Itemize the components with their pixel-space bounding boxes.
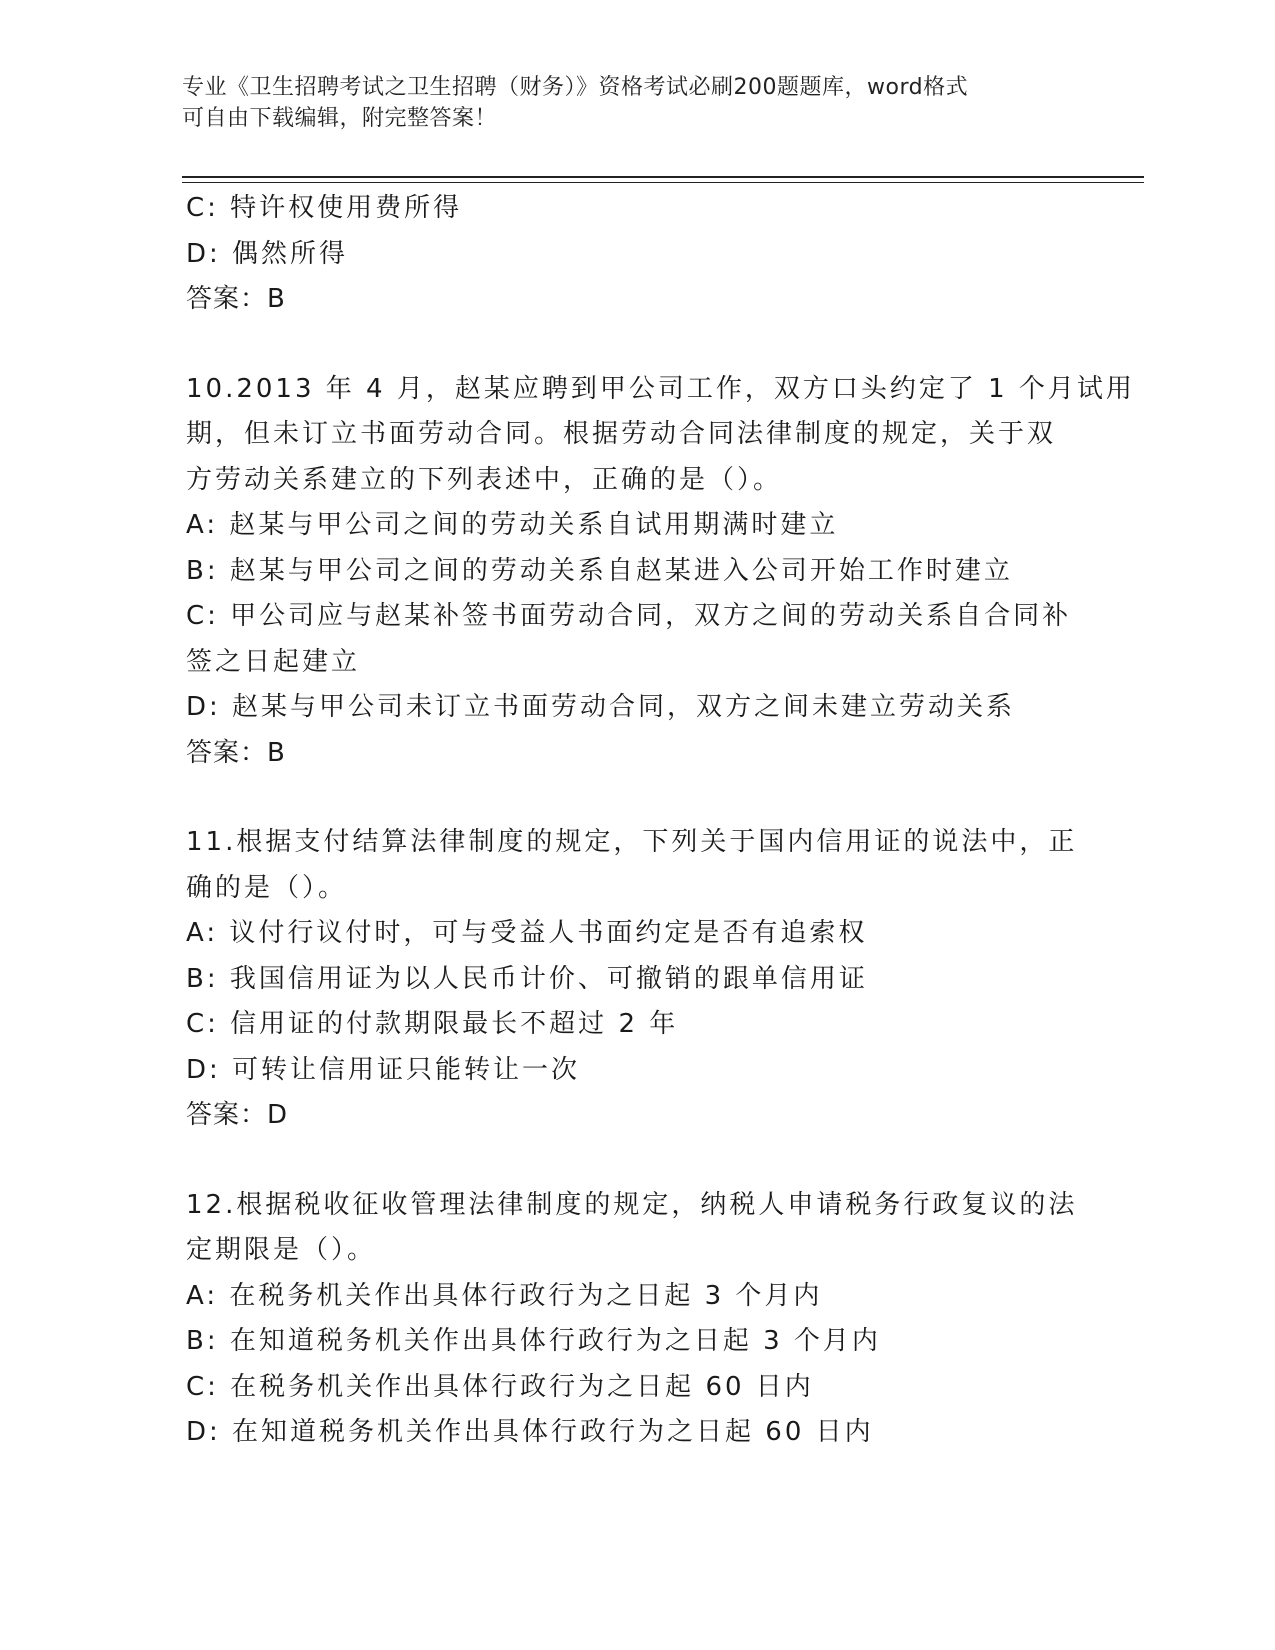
option-line: D: 偶然所得 [186, 238, 349, 269]
question-stem-line: 方劳动关系建立的下列表述中，正确的是（）。 [186, 464, 783, 495]
question-stem-line: 确的是（）。 [186, 872, 348, 903]
header-divider-thick [182, 176, 1144, 178]
option-line: D: 在知道税务机关作出具体行政行为之日起 60 日内 [186, 1417, 874, 1447]
spacer [186, 1139, 1086, 1183]
option-line: C: 甲公司应与赵某补签书面劳动合同，双方之间的劳动关系自合同补 [186, 601, 1072, 631]
answer-line: 答案：B [186, 284, 286, 314]
previous-question-tail [186, 186, 1086, 323]
question-stem-line: 11.根据支付结算法律制度的规定，下列关于国内信用证的说法中，正 [186, 827, 1078, 857]
question-stem-line: 期，但未订立书面劳动合同。根据劳动合同法律制度的规定，关于双 [186, 419, 1057, 449]
option-line: C: 信用证的付款期限最长不超过 2 年 [186, 1009, 679, 1039]
question-stem-line: 12.根据税收征收管理法律制度的规定，纳税人申请税务行政复议的法 [186, 1189, 1078, 1220]
option-line: C: 特许权使用费所得 [186, 193, 463, 223]
header-line-2: 可自由下载编辑，附完整答案！ [182, 106, 498, 131]
spacer [186, 776, 1086, 820]
option-line: B: 赵某与甲公司之间的劳动关系自赵某进入公司开始工作时建立 [186, 555, 1013, 586]
question-stem-line: 定期限是（）。 [186, 1235, 377, 1265]
option-line: C: 在税务机关作出具体行政行为之日起 60 日内 [186, 1371, 814, 1402]
header-divider-thin [182, 182, 1144, 183]
option-line: B: 我国信用证为以人民币计价、可撤销的跟单信用证 [186, 963, 868, 994]
answer-line: 答案：B [186, 737, 286, 768]
option-line: A: 议付行议付时，可与受益人书面约定是否有追索权 [186, 918, 868, 948]
spacer [186, 323, 1086, 367]
option-line: D: 可转让信用证只能转让一次 [186, 1054, 581, 1085]
question-12 [186, 1183, 1086, 1456]
option-line: A: 赵某与甲公司之间的劳动关系自试用期满时建立 [186, 510, 839, 540]
option-line: B: 在知道税务机关作出具体行政行为之日起 3 个月内 [186, 1326, 881, 1356]
header-line-1: 专业《卫生招聘考试之卫生招聘（财务）》资格考试必刷200题题库，word格式 [182, 75, 969, 100]
document-header [182, 72, 1062, 134]
question-11 [186, 820, 1086, 1139]
question-content [186, 186, 1135, 1456]
option-line: D: 赵某与甲公司未订立书面劳动合同，双方之间未建立劳动关系 [186, 692, 1016, 722]
option-line: 签之日起建立 [186, 646, 361, 677]
answer-line: 答案：D [186, 1100, 289, 1130]
option-line: A: 在税务机关作出具体行政行为之日起 3 个月内 [186, 1280, 823, 1311]
question-stem-line: 10.2013 年 4 月，赵某应聘到甲公司工作，双方口头约定了 1 个月试用 [186, 373, 1135, 404]
question-10 [186, 367, 1135, 777]
